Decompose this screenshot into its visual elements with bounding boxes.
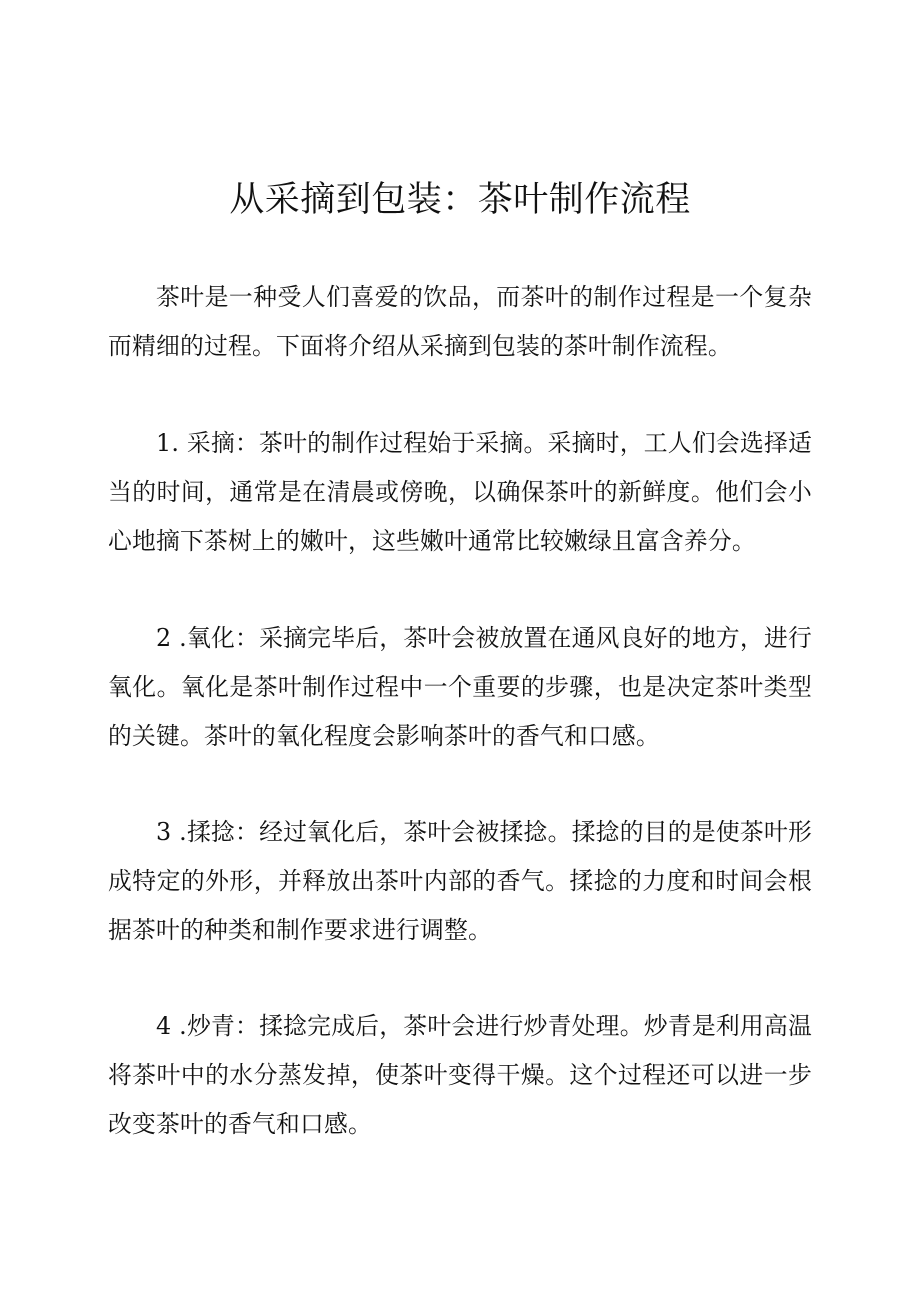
intro-paragraph: 茶叶是一种受人们喜爱的饮品，而茶叶的制作过程是一个复杂而精细的过程。下面将介绍从采摘到包装的茶叶制作流程。 [108,283,812,360]
document-title: 从采摘到包装：茶叶制作流程 [229,180,691,220]
step-paragraph-pan-firing: 4 .炒青：揉捻完成后，茶叶会进行炒青处理。炒青是利用高温将茶叶中的水分蒸发掉，使茶叶变得干燥。这个过程还可以进一步改变茶叶的香气和口感。 [108,1012,812,1138]
step-paragraph-oxidation: 2 .氧化：采摘完毕后，茶叶会被放置在通风良好的地方，进行氧化。氧化是茶叶制作过程中一个重要的步骤，也是决定茶叶类型的关键。茶叶的氧化程度会影响茶叶的香气和口感。 [108,624,812,750]
step-paragraph-rolling: 3 .揉捻：经过氧化后，茶叶会被揉捻。揉捻的目的是使茶叶形成特定的外形，并释放出茶叶内部的香气。揉捻的力度和时间会根据茶叶的种类和制作要求进行调整。 [108,818,812,944]
step-paragraph-picking: 1. 采摘：茶叶的制作过程始于采摘。采摘时，工人们会选择适当的时间，通常是在清晨或傍晚，以确保茶叶的新鲜度。他们会小心地摘下茶树上的嫩叶，这些嫩叶通常比较嫩绿且富含养分。 [108,429,812,555]
